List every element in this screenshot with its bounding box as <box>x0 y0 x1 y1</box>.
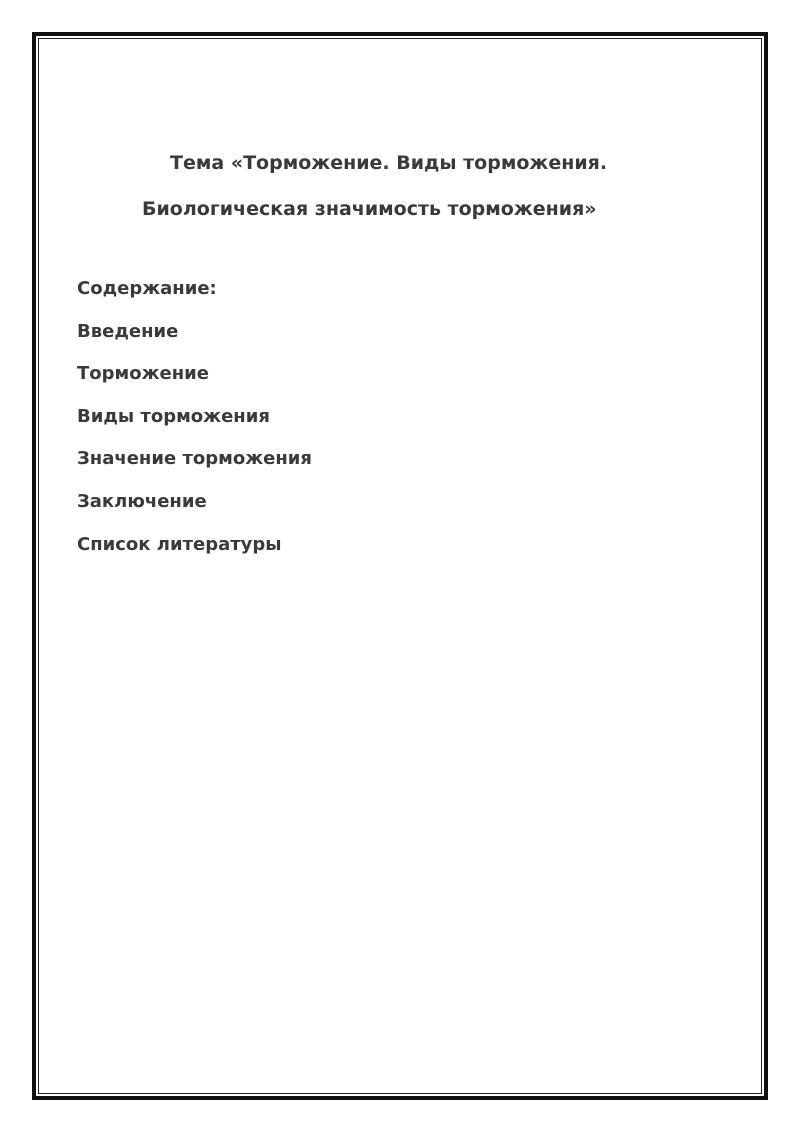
toc-item-conclusion: Заключение <box>77 490 207 512</box>
toc-heading: Содержание: <box>77 278 217 299</box>
table-of-contents <box>77 276 312 574</box>
toc-item-references: Список литературы <box>77 533 282 555</box>
toc-item-introduction: Введение <box>77 320 179 342</box>
toc-list <box>77 319 312 575</box>
document-title-line-1: Тема «Торможение. Виды торможения. <box>170 152 608 174</box>
toc-item-significance-of-inhibition: Значение торможения <box>77 448 312 470</box>
document-title-line-2: Биологическая значимость торможения» <box>142 198 597 220</box>
toc-item-types-of-inhibition: Виды торможения <box>77 405 270 427</box>
toc-item-inhibition: Торможение <box>77 363 209 385</box>
